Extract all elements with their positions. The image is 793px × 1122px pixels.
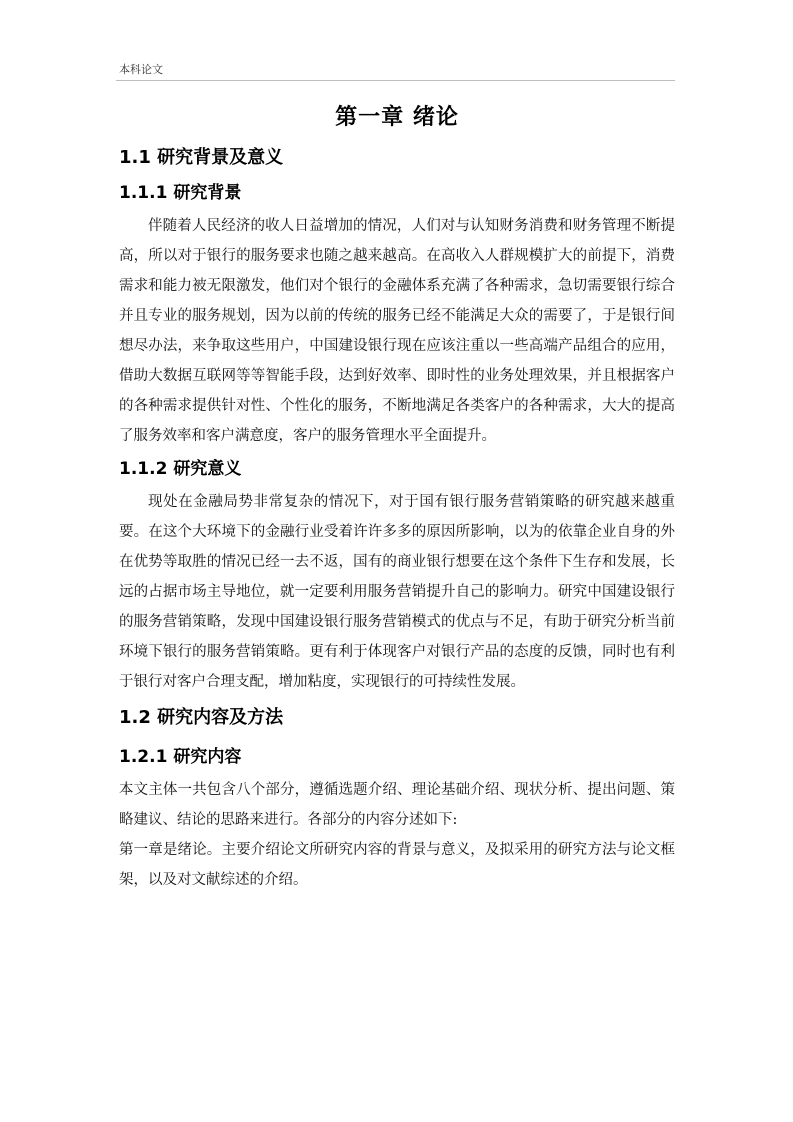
page-body — [119, 96, 675, 895]
chapter-title: 第一章 绪论 — [335, 105, 459, 130]
running-header: 本科论文 — [119, 63, 163, 76]
subsection-heading-1-1-2: 1.1.2 研究意义 — [119, 459, 242, 479]
paragraph-content-overview: 本文主体一共包含八个部分，遵循选题介绍、理论基础介绍、现状分析、提出问题、策略建议、结论的思路来进行。各部分的内容分述如下: — [119, 782, 675, 828]
section-heading-1-1: 1.1 研究背景及意义 — [119, 147, 284, 168]
paragraph-research-significance: 现处在金融局势非常复杂的情况下，对于国有银行服务营销策略的研究越来越重要。在这个大环境下的金融行业受着许许多多的原因所影响，以为的依靠企业自身的外在优势等取胜的情况已经一去不返，国有的商业银行想要在这个条件下生存和发展，长远的占据市场主导地位，就一定要利用服务营销提升自己的影响力。研究中国建设银行的服务营销策略，发现中国建设银行服务营销模式的优点与不足，有助于研究分析当前环境下银行的服务营销策略。更有利于体现客户对银行产品的态度的反馈，同时也有利于银行对客户合理支配，增加粘度，实现银行的可持续性发展。 — [119, 494, 675, 690]
paragraph-research-background: 伴随着人民经济的收人日益增加的情况，人们对与认知财务消费和财务管理不断提高，所以对于银行的服务要求也随之越来越高。在高收入人群规模扩大的前提下，消费需求和能力被无限激发，他们对个银行的金融体系充满了各种需求，急切需要银行综合并且专业的服务规划，因为以前的传统的服务已经不能满足大众的需要了，于是银行间想尽办法，来争取这些用户，中国建设银行现在应该注重以一些高端产品组合的应用，借助大数据互联网等等智能手段，达到好效率、即时性的业务处理效果，并且根据客户的各种需求提供针对性、个性化的服务，不断地满足各类客户的各种需求，大大的提高了服务效率和客户满意度，客户的服务管理水平全面提升。 — [119, 218, 675, 444]
subsection-heading-1-1-1: 1.1.1 研究背景 — [119, 183, 242, 203]
header-rule — [116, 80, 675, 81]
paragraph-chapter-one-summary: 第一章是绪论。主要介绍论文所研究内容的背景与意义，及拟采用的研究方法与论文框架，以及对文献综述的介绍。 — [119, 842, 675, 888]
subsection-heading-1-2-1: 1.2.1 研究内容 — [119, 747, 242, 767]
section-heading-1-2: 1.2 研究内容及方法 — [119, 707, 284, 728]
